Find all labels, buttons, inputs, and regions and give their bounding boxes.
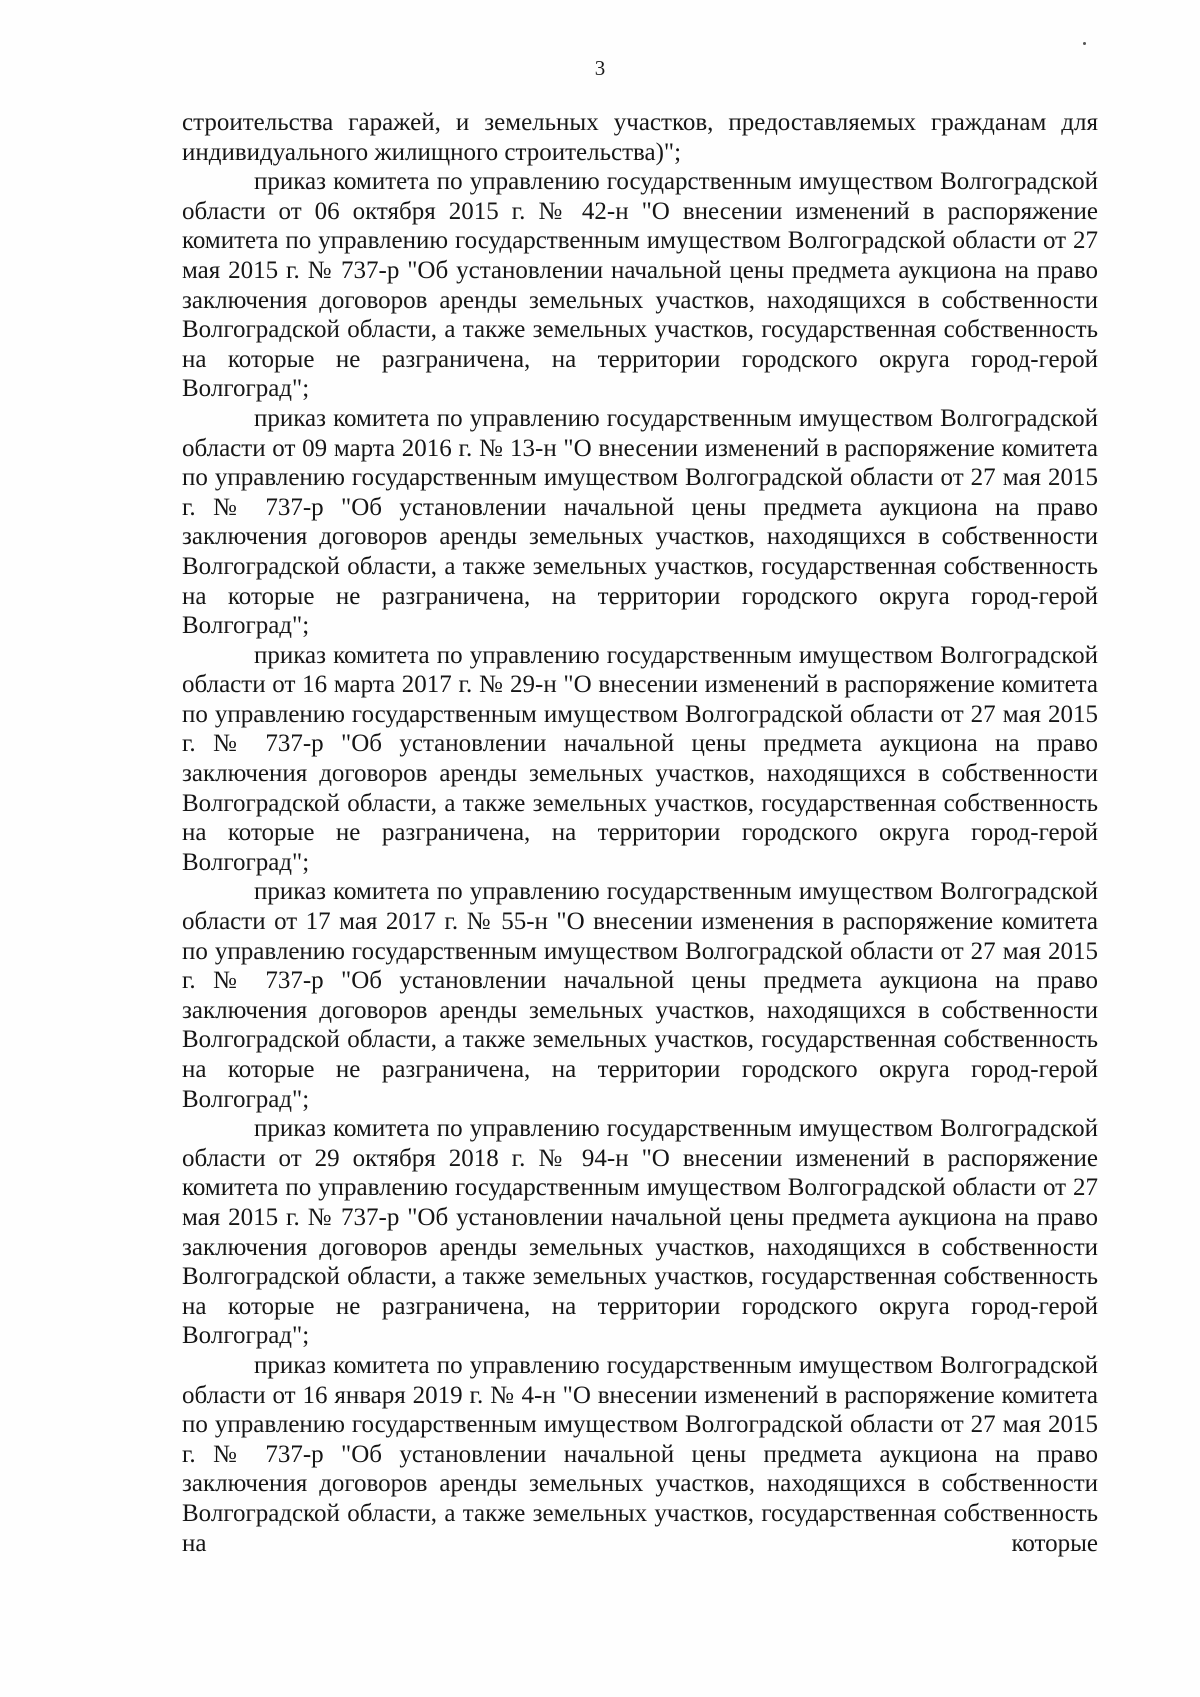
order-paragraph-2: приказ комитета по управлению государственным имуществом Волгоградской области от 09 марта 2016 г. № 13-н "О внесении изменений в распоряжение комитета по управлению государственным имуществом Волгоградской области от 27 мая 2015 г. № 737-р "Об установлении начальной цены предмета аукциона на право заключения договоров аренды земельных участков, находящихся в собственности Волгоградской области, а также земельных участков, государственная собственность на которые не разграничена, на территории городского округа город-герой Волгоград";: [182, 404, 1098, 640]
order-paragraph-6: приказ комитета по управлению государственным имуществом Волгоградской области от 16 января 2019 г. № 4-н "О внесении изменений в распоряжение комитета по управлению государственным имуществом Волгоградской области от 27 мая 2015 г. № 737-р "Об установлении начальной цены предмета аукциона на право заключения договоров аренды земельных участков, находящихся в собственности Волгоградской области, а также земельных участков, государственная собственность на которые: [182, 1351, 1098, 1557]
order-paragraph-3: приказ комитета по управлению государственным имуществом Волгоградской области от 16 марта 2017 г. № 29-н "О внесении изменений в распоряжение комитета по управлению государственным имуществом Волгоградской области от 27 мая 2015 г. № 737-р "Об установлении начальной цены предмета аукциона на право заключения договоров аренды земельных участков, находящихся в собственности Волгоградской области, а также земельных участков, государственная собственность на которые не разграничена, на территории городского округа город-герой Волгоград";: [182, 641, 1098, 876]
continued-paragraph: строительства гаражей, и земельных участков, предоставляемых гражданам для индивидуального жилищного строительства)";: [182, 109, 1098, 166]
order-paragraph-5: приказ комитета по управлению государственным имуществом Волгоградской области от 29 октября 2018 г. № 94-н "О внесении изменений в распоряжение комитета по управлению государственным имуществом Волгоградской области от 27 мая 2015 г. № 737-р "Об установлении начальной цены предмета аукциона на право заключения договоров аренды земельных участков, находящихся в собственности Волгоградской области, а также земельных участков, государственная собственность на которые не разграничена, на территории городского округа город-герой Волгоград";: [182, 1115, 1098, 1350]
order-paragraph-1: приказ комитета по управлению государственным имуществом Волгоградской области от 06 октября 2015 г. № 42-н "О внесении изменений в распоряжение комитета по управлению государственным имуществом Волгоградской области от 27 мая 2015 г. № 737-р "Об установлении начальной цены предмета аукциона на право заключения договоров аренды земельных участков, находящихся в собственности Волгоградской области, а также земельных участков, государственная собственность на которые не разграничена, на территории городского округа город-герой Волгоград";: [182, 168, 1098, 403]
scan-artifact-dot: [1083, 42, 1086, 45]
page-number: 3: [594, 56, 606, 80]
order-paragraph-4: приказ комитета по управлению государственным имуществом Волгоградской области от 17 мая 2017 г. № 55-н "О внесении изменения в распоряжение комитета по управлению государственным имуществом Волгоградской области от 27 мая 2015 г. № 737-р "Об установлении начальной цены предмета аукциона на право заключения договоров аренды земельных участков, находящихся в собственности Волгоградской области, а также земельных участков, государственная собственность на которые не разграничена, на территории городского округа город-герой Волгоград";: [182, 878, 1098, 1113]
document-body: [182, 108, 1098, 1558]
